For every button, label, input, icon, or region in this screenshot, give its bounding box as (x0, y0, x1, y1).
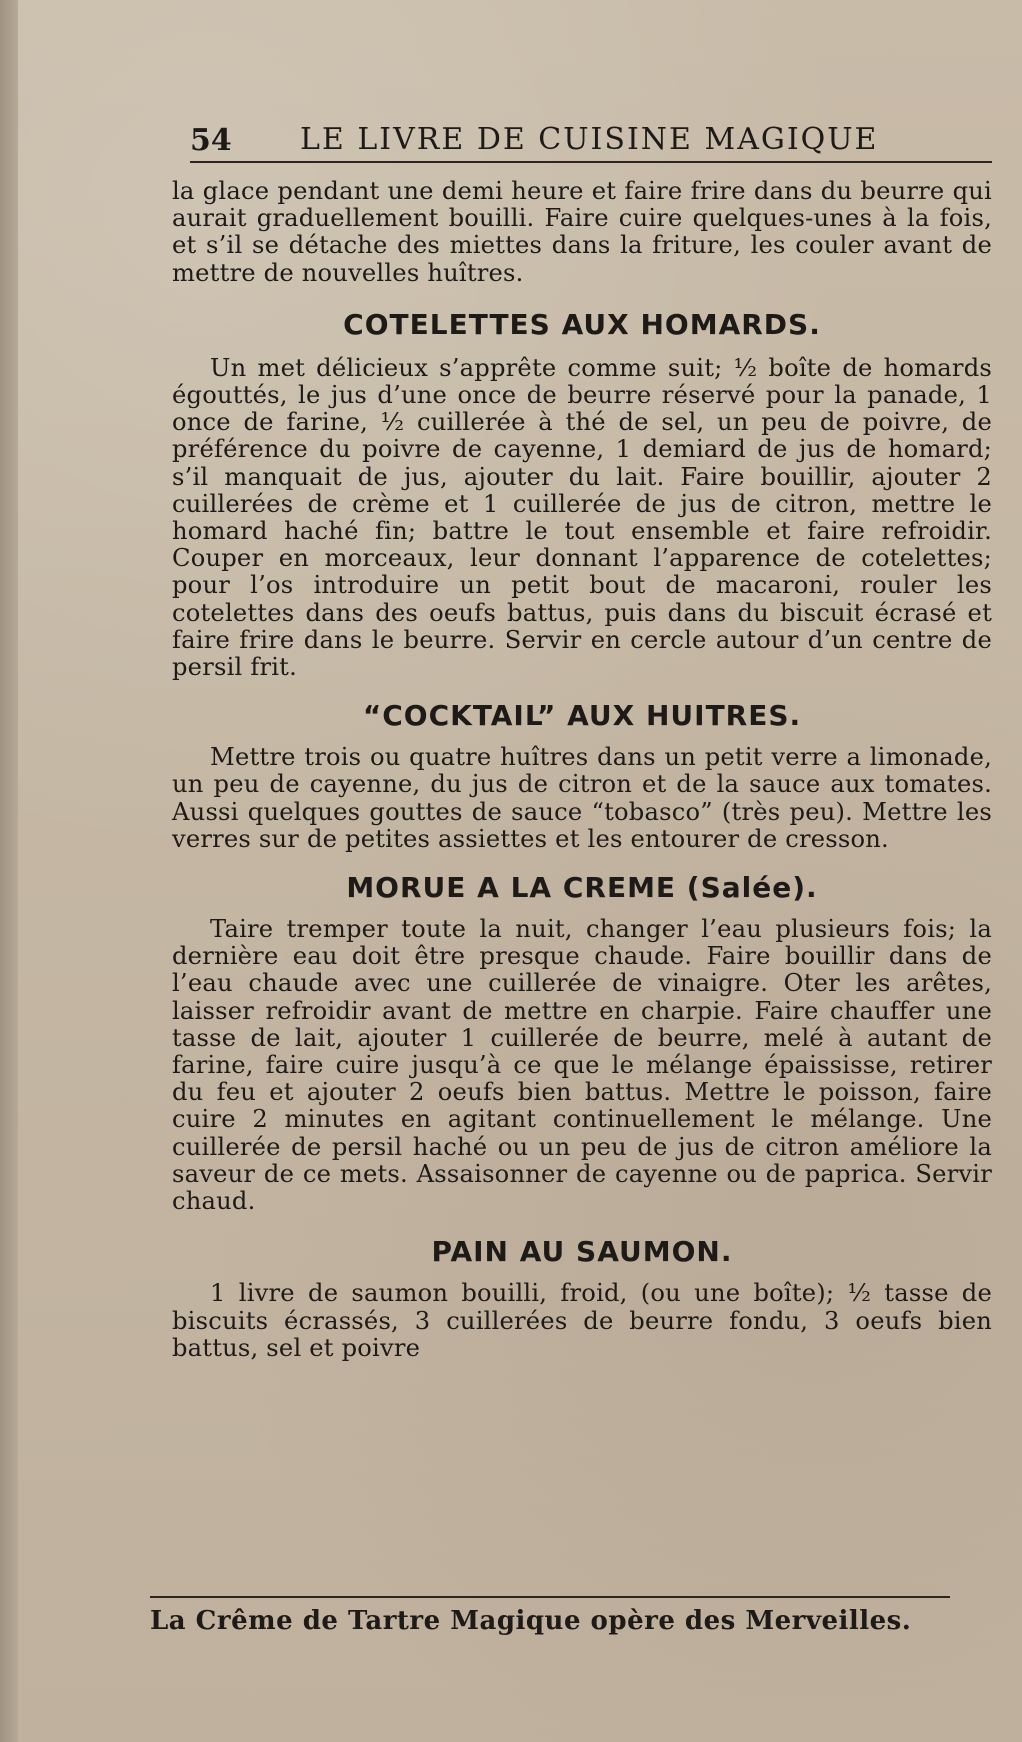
page-content (172, 178, 992, 1574)
page-number: 54 (190, 123, 232, 158)
page-edge (0, 0, 18, 1742)
section-title: “COCKTAIL” AUX HUITRES. (362, 699, 802, 733)
section-title: COTELETTES AUX HOMARDS. (343, 307, 821, 341)
section-creamed-cod (172, 871, 992, 1215)
section-text: Un met délicieux s’apprête comme suit; ½ boîte de homards égouttés, le jus d’une once de beurre réservé pour la panade, 1 once de farine, ½ cuillerée à thé de sel, un peu de poivre, de préférence du poivre de cayenne, 1 demiard de jus de homard; s’il manquait de jus, ajouter du lait. Faire bouillir, ajouter 2 cuillerées de crème et 1 cuillerée de jus de citron, mettre le homard haché fin; battre le tout ensemble et faire refroidir. Couper en morceaux, leur donnant l’apparence de cotelettes; pour l’os introduire un petit bout de macaroni, rouler les cotelettes dans des oeufs battus, puis dans du biscuit écrasé et faire frire dans le beurre. Servir en cercle autour d’un centre de persil frit. (172, 353, 992, 682)
footer-slogan: La Crême de Tartre Magique opère des Merveilles. (150, 1606, 912, 1636)
section-oyster-cocktail (172, 699, 992, 853)
section-title: MORUE A LA CREME (Salée). (346, 871, 818, 905)
running-title: LE LIVRE DE CUISINE MAGIQUE (300, 122, 879, 157)
section-lobster-cutlets (172, 308, 992, 681)
footer-rule (150, 1596, 950, 1598)
header-rule (190, 161, 992, 163)
section-text: 1 livre de saumon bouilli, froid, (ou une boîte); ½ tasse de biscuits écrassés, 3 cuillerées de beurre fondu, 3 oeufs bien battus, sel et poivre (172, 1279, 992, 1362)
page-header (190, 117, 994, 167)
section-text: Mettre trois ou quatre huîtres dans un petit verre a limonade, un peu de cayenne, du jus de citron et de la sauce aux tomates. Aussi quelques gouttes de sauce “tobasco” (très peu). Mettre les verres sur de petites assiettes et les entourer de cresson. (172, 743, 992, 853)
section-title: PAIN AU SAUMON. (431, 1235, 733, 1269)
intro-paragraph: la glace pendant une demi heure et faire frire dans du beurre qui aurait graduellement bouilli. Faire cuire quelques-unes à la fois, et s’il se détache des miettes dans la friture, les couler avant de mettre de nouvelles huîtres. (172, 177, 992, 287)
section-salmon-loaf (172, 1235, 992, 1362)
section-text: Taire tremper toute la nuit, changer l’eau plusieurs fois; la dernière eau doit être presque chaude. Faire bouillir dans de l’eau chaude avec une cuillerée de vinaigre. Oter les arêtes, laisser refroidir avant de mettre en charpie. Faire chauffer une tasse de lait, ajouter 1 cuillerée de beurre, melé à autant de farine, faire cuire jusqu’à ce que le mélange épaississe, retirer du feu et ajouter 2 oeufs bien battus. Mettre le poisson, faire cuire 2 minutes en agitant continuellement le mélange. Une cuillerée de persil haché ou un peu de jus de citron améliore la saveur de ce mets. Assaisonner de cayenne ou de paprica. Servir chaud. (172, 915, 992, 1216)
